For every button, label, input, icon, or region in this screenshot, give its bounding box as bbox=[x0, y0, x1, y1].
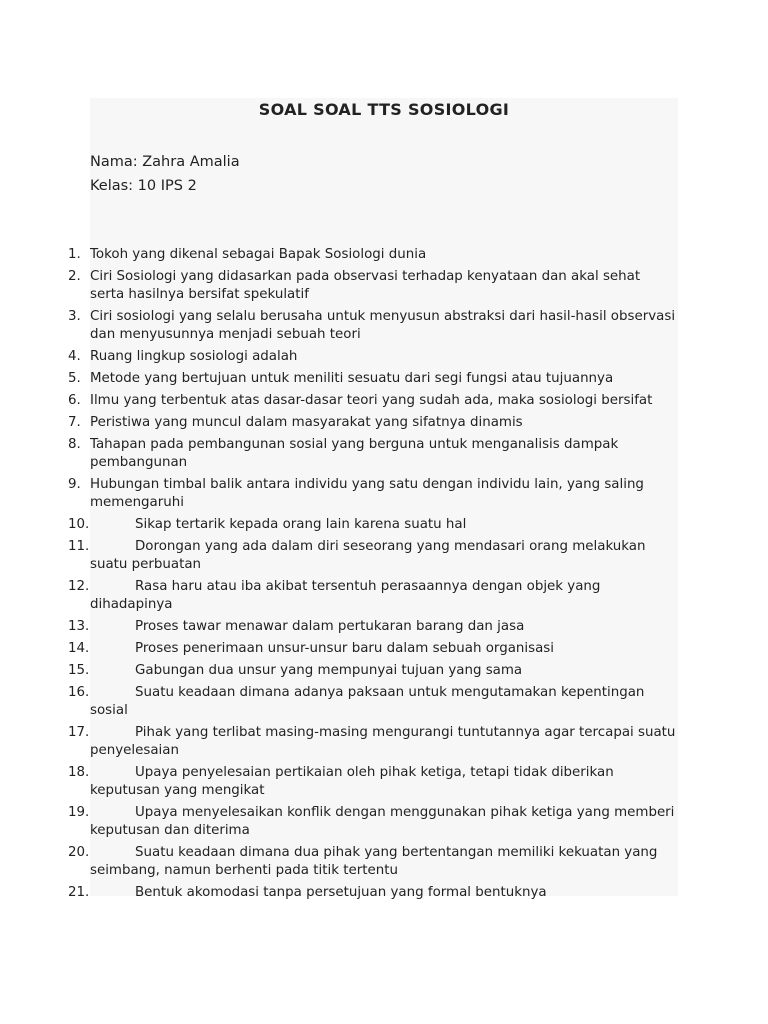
question-text: Bentuk akomodasi tanpa persetujuan yang formal bentuknya bbox=[135, 885, 547, 900]
question-number: 16. bbox=[68, 685, 90, 700]
question-item bbox=[0, 414, 678, 432]
question-item bbox=[0, 538, 678, 574]
question-item bbox=[0, 724, 678, 760]
question-item bbox=[0, 436, 678, 472]
question-number: 21. bbox=[68, 885, 90, 900]
question-text: Ciri sosiologi yang selalu berusaha untuk menyusun abstraksi dari hasil-hasil observasi dan menyusunnya menjadi sebuah teori bbox=[90, 309, 676, 342]
question-item bbox=[0, 246, 678, 264]
question-number: 3. bbox=[68, 309, 81, 324]
question-item bbox=[0, 640, 678, 658]
question-item bbox=[0, 884, 678, 902]
question-number: 4. bbox=[68, 349, 81, 364]
question-item bbox=[0, 578, 678, 614]
question-text: Tahapan pada pembangunan sosial yang berguna untuk menganalisis dampak pembangunan bbox=[90, 437, 619, 470]
question-text: Metode yang bertujuan untuk meniliti sesuatu dari segi fungsi atau tujuannya bbox=[90, 371, 614, 386]
question-text: Suatu keadaan dimana adanya paksaan untuk mengutamakan kepentingan sosial bbox=[90, 685, 645, 718]
question-item bbox=[0, 392, 678, 410]
question-item bbox=[0, 516, 678, 534]
question-text: Hubungan timbal balik antara individu yang satu dengan individu lain, yang saling memengaruhi bbox=[90, 477, 644, 510]
question-number: 19. bbox=[68, 805, 90, 820]
student-name: Nama: Zahra Amalia bbox=[90, 154, 240, 170]
question-item bbox=[0, 662, 678, 680]
question-number: 6. bbox=[68, 393, 81, 408]
question-text: Upaya menyelesaikan konflik dengan menggunakan pihak ketiga yang memberi keputusan dan diterima bbox=[90, 805, 675, 838]
question-text: Tokoh yang dikenal sebagai Bapak Sosiologi dunia bbox=[90, 247, 427, 262]
question-item bbox=[0, 476, 678, 512]
question-item bbox=[0, 370, 678, 388]
question-text: Pihak yang terlibat masing-masing mengurangi tuntutannya agar tercapai suatu penyelesaian bbox=[90, 725, 676, 758]
question-list bbox=[0, 246, 768, 906]
question-number: 5. bbox=[68, 371, 81, 386]
question-text: Gabungan dua unsur yang mempunyai tujuan yang sama bbox=[135, 663, 523, 678]
question-text: Suatu keadaan dimana dua pihak yang bertentangan memiliki kekuatan yang seimbang, namun berhenti pada titik tertentu bbox=[90, 845, 658, 878]
question-number: 8. bbox=[68, 437, 81, 452]
question-number: 10. bbox=[68, 517, 90, 532]
question-number: 13. bbox=[68, 619, 90, 634]
question-text: Sikap tertarik kepada orang lain karena suatu hal bbox=[135, 517, 467, 532]
question-number: 2. bbox=[68, 269, 81, 284]
question-item bbox=[0, 618, 678, 636]
question-number: 11. bbox=[68, 539, 90, 554]
question-number: 20. bbox=[68, 845, 90, 860]
question-text: Rasa haru atau iba akibat tersentuh perasaannya dengan objek yang dihadapinya bbox=[90, 579, 601, 612]
question-number: 15. bbox=[68, 663, 90, 678]
question-item bbox=[0, 804, 678, 840]
question-text: Proses tawar menawar dalam pertukaran barang dan jasa bbox=[135, 619, 525, 634]
question-item bbox=[0, 308, 678, 344]
question-number: 18. bbox=[68, 765, 90, 780]
question-item bbox=[0, 268, 678, 304]
question-text: Ilmu yang terbentuk atas dasar-dasar teori yang sudah ada, maka sosiologi bersifat bbox=[90, 393, 653, 408]
question-text: Proses penerimaan unsur-unsur baru dalam sebuah organisasi bbox=[135, 641, 554, 656]
question-number: 12. bbox=[68, 579, 90, 594]
question-number: 9. bbox=[68, 477, 81, 492]
question-text: Upaya penyelesaian pertikaian oleh pihak ketiga, tetapi tidak diberikan keputusan yang mengikat bbox=[90, 765, 614, 798]
question-number: 14. bbox=[68, 641, 90, 656]
question-text: Peristiwa yang muncul dalam masyarakat yang sifatnya dinamis bbox=[90, 415, 523, 430]
question-number: 1. bbox=[68, 247, 81, 262]
question-number: 17. bbox=[68, 725, 90, 740]
student-class: Kelas: 10 IPS 2 bbox=[90, 178, 197, 194]
question-item bbox=[0, 844, 678, 880]
question-text: Ciri Sosiologi yang didasarkan pada observasi terhadap kenyataan dan akal sehat serta hasilnya bersifat spekulatif bbox=[90, 269, 641, 302]
document-title: SOAL SOAL TTS SOSIOLOGI bbox=[258, 100, 510, 119]
question-text: Dorongan yang ada dalam diri seseorang yang mendasari orang melakukan suatu perbuatan bbox=[90, 539, 646, 572]
question-number: 7. bbox=[68, 415, 81, 430]
question-item bbox=[0, 764, 678, 800]
question-text: Ruang lingkup sosiologi adalah bbox=[90, 349, 298, 364]
question-item bbox=[0, 348, 678, 366]
question-item bbox=[0, 684, 678, 720]
